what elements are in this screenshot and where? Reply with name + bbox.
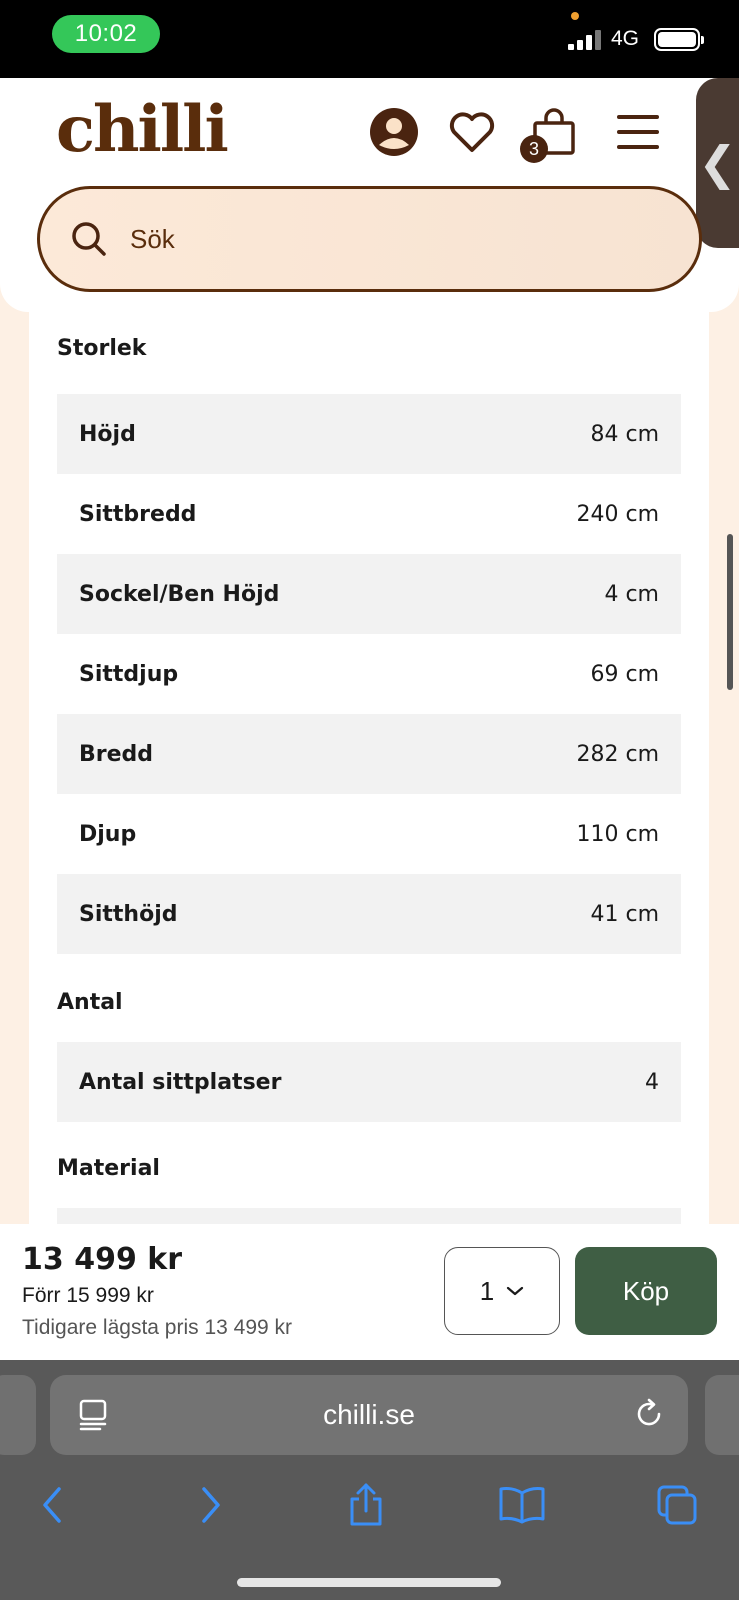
chevron-down-icon (506, 1285, 524, 1297)
buy-button[interactable]: Köp (575, 1247, 717, 1335)
network-type: 4G (611, 27, 640, 50)
spec-row (57, 1208, 681, 1224)
account-icon[interactable] (368, 106, 420, 158)
quantity-select[interactable] (444, 1247, 560, 1335)
quantity-value: 1 (479, 1275, 495, 1306)
spec-row (57, 1042, 681, 1122)
current-price: 13 499 kr (22, 1242, 183, 1277)
section-title-count: Antal (57, 990, 123, 1015)
spec-label: Höjd (79, 421, 136, 447)
spec-value: 110 cm (576, 821, 659, 847)
page-menu-icon[interactable] (78, 1399, 108, 1431)
spec-value: 4 (645, 1069, 659, 1095)
spec-row (57, 474, 681, 554)
spec-label: Djup (79, 821, 137, 847)
spec-label: Sockel/Ben Höjd (79, 581, 280, 607)
chevron-left-icon: ❮ (698, 136, 737, 190)
spec-value: 84 cm (590, 421, 659, 447)
section-title-size: Storlek (57, 336, 147, 361)
lowest-price-note: Tidigare lägsta pris 13 499 kr (22, 1316, 293, 1339)
share-icon[interactable] (341, 1480, 391, 1530)
back-icon[interactable] (27, 1480, 77, 1530)
status-time: 10:02 (52, 15, 160, 53)
address-bar[interactable] (50, 1375, 688, 1455)
previous-tab-peek[interactable] (0, 1375, 36, 1455)
spec-row (57, 794, 681, 874)
spec-label: Sitthöjd (79, 901, 178, 927)
spec-row (57, 714, 681, 794)
spec-row (57, 554, 681, 634)
spec-value: 41 cm (590, 901, 659, 927)
spec-value: 69 cm (590, 661, 659, 687)
chilli-logo[interactable]: chilli (56, 92, 227, 167)
search-icon (70, 220, 108, 258)
spec-label: Bredd (79, 741, 154, 767)
signal-icon (568, 30, 602, 50)
menu-icon[interactable] (612, 106, 664, 158)
home-indicator (237, 1578, 501, 1587)
battery-icon (654, 28, 700, 51)
side-drawer-tab[interactable] (696, 78, 739, 248)
section-title-material: Material (57, 1156, 160, 1181)
browser-toolbar (0, 1360, 739, 1600)
privacy-indicator (571, 12, 579, 20)
status-bar (0, 0, 739, 78)
scrollbar-thumb[interactable] (727, 534, 733, 690)
cart-count-badge: 3 (520, 135, 548, 163)
search-bar[interactable] (37, 186, 702, 292)
url-text: chilli.se (323, 1399, 415, 1430)
product-specs (29, 312, 709, 1224)
tabs-icon[interactable] (652, 1480, 702, 1530)
spec-value: 282 cm (576, 741, 659, 767)
spec-label: Antal sittplatser (79, 1069, 282, 1095)
spec-row (57, 634, 681, 714)
next-tab-peek[interactable] (705, 1375, 739, 1455)
bookmarks-icon[interactable] (497, 1480, 547, 1530)
previous-price: Förr 15 999 kr (22, 1284, 154, 1307)
search-input[interactable] (130, 224, 630, 255)
forward-icon[interactable] (186, 1480, 236, 1530)
spec-value: 240 cm (576, 501, 659, 527)
buy-bar (0, 1224, 739, 1360)
spec-label: Sittbredd (79, 501, 197, 527)
spec-row (57, 394, 681, 474)
spec-row (57, 874, 681, 954)
spec-value: 4 cm (604, 581, 659, 607)
reload-icon[interactable] (632, 1397, 666, 1431)
spec-label: Sittdjup (79, 661, 179, 687)
heart-icon[interactable] (446, 106, 498, 158)
